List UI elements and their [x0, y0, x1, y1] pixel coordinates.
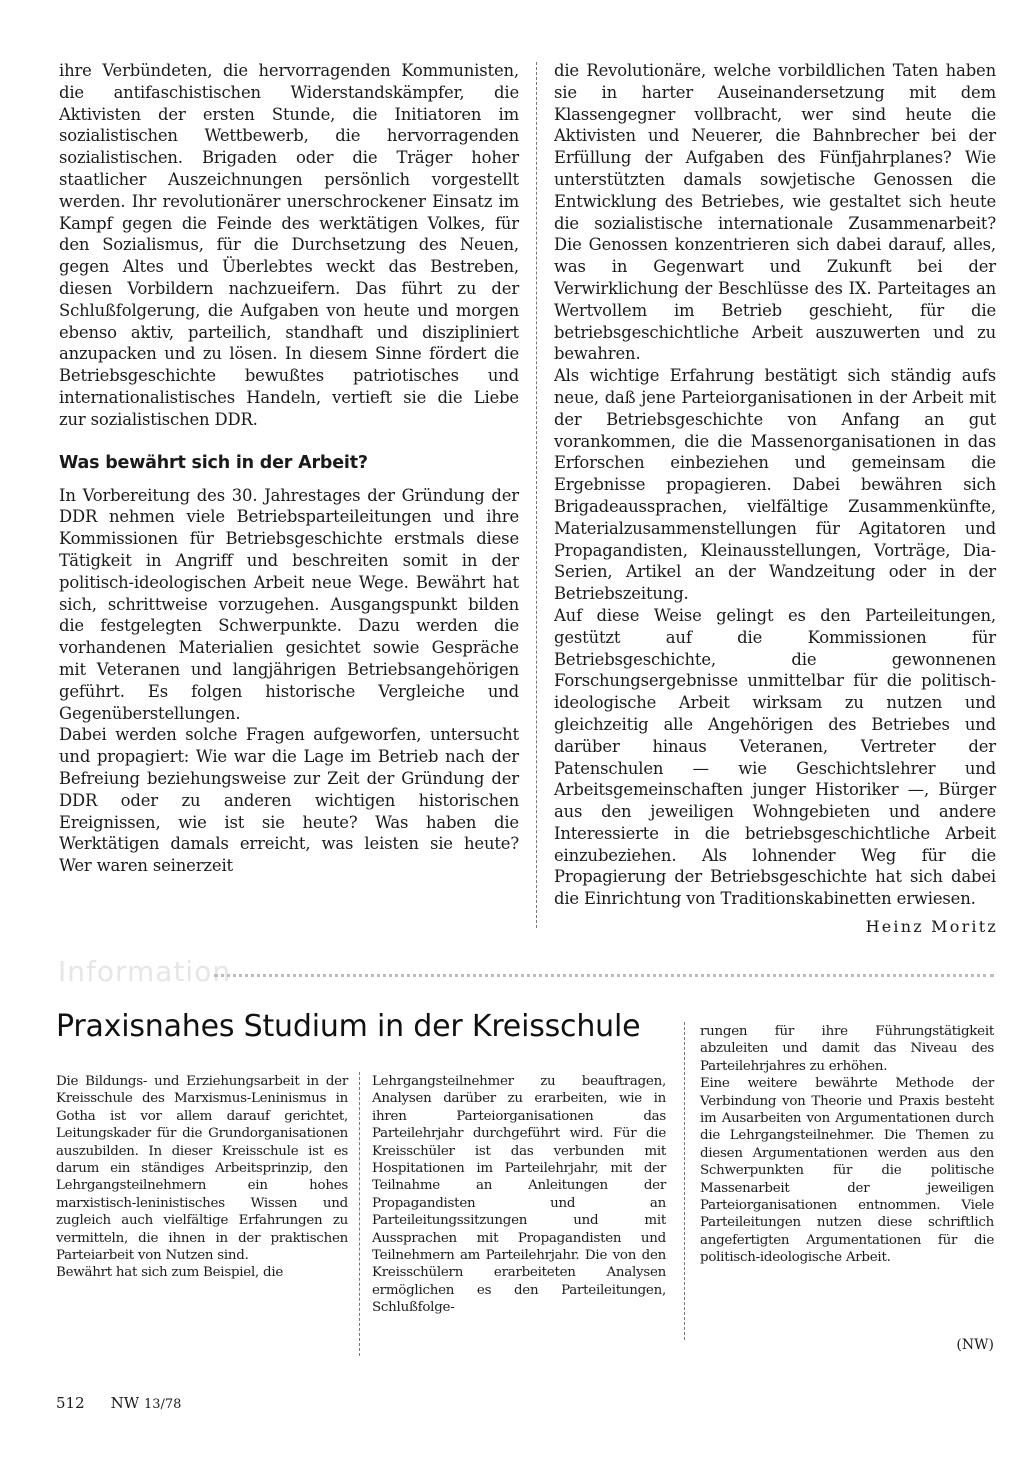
article-signature: (NW): [956, 1337, 994, 1353]
article-headline: Praxisnahes Studium in der Kreisschule: [56, 1009, 641, 1044]
column-divider: [359, 1072, 360, 1356]
column-divider: [684, 1022, 685, 1340]
paragraph: In Vorbereitung des 30. Jahrestages der Gründung der DDR nehmen viele Betriebsparteileitungen und ihre Kommissionen für Betriebsgeschichte erstmals diese Tätigkeit in Angriff und beschreiten somit in der politisch-ideologischen Arbeit neue Wege. Bewährt hat sich, schrittweise vorzugehen. Ausgangspunkt bilden die festgelegten Schwerpunkte. Dazu werden die vorhandenen Materialien gesichtet sowie Gespräche mit Veteranen und langjährigen Betriebsangehörigen geführt. Es folgen historische Vergleiche und Gegenüberstellungen.: [59, 485, 519, 723]
paragraph: Die Bildungs- und Erziehungsarbeit in der Kreisschule des Marxismus-Leninismus in Gotha ist vor allem darauf gerichtet, Leitungskader für die Grundorganisationen auszubilden. In dieser Kreisschule ist es darum ein ständiges Arbeitsprinzip, den Lehrgangsteilnehmern ein hohes marxistisch-leninistisches Wissen und zugleich auch vielfältige Erfahrungen zu vermitteln, die ihnen in der praktischen Parteiarbeit von Nutzen sind.: [56, 1074, 348, 1264]
paragraph: rungen für ihre Führungstätigkeit abzuleiten und damit das Niveau des Parteilehrjahres zu erhöhen.: [700, 1024, 994, 1074]
information-rule: [214, 974, 994, 977]
article-column-left: [59, 60, 519, 877]
page-number: 512: [56, 1394, 85, 1412]
paragraph: die Revolutionäre, welche vorbildlichen Taten haben sie in harter Auseinandersetzung mit dem Klassengegner vollbracht, wer sind heute die Aktivisten und Neuerer, die Bahnbrecher bei der Erfüllung der Aufgaben des Fünfjahrplanes? Wie unterstützten damals sowjetische Genossen die Entwicklung des Betriebes, wie gestaltet sich heute die sozialistische internationale Zusammenarbeit? Die Genossen konzentrieren sich dabei darauf, alles, was in Gegenwart und Zukunft bei der Verwirklichung der Beschlüsse des IX. Parteitages an Wertvollem im Betrieb geschieht, für die betriebsgeschichtliche Arbeit auszuwerten und zu bewahren.: [554, 61, 996, 364]
paragraph: ihre Verbündeten, die hervorragenden Kommunisten, die antifaschistischen Widerstandskämpfer, die Aktivisten der ersten Stunde, die Initiatoren im sozialistischen Wettbewerb, die hervorragenden sozialistischen. Brigaden oder die Träger hoher staatlicher Auszeichnungen persönlich vorgestellt werden. Ihr revolutionärer unerschrockener Einsatz im Kampf gegen die Feinde des werktätigen Volkes, für den Sozialismus, für die Durchsetzung des Neuen, gegen Altes und Überlebtes weckt das Bestreben, diesen Vorbildern nachzueifern. Das führt zu der Schlußfolgerung, die Aufgaben von heute und morgen ebenso aktiv, parteilich, standhaft und diszipliniert anzupacken und zu lösen. In diesem Sinne fördert die Betriebsgeschichte bewußtes patriotisches und internationalistisches Handeln, vertieft sie die Liebe zur sozialistischen DDR.: [59, 61, 519, 429]
article-column-right: [554, 60, 996, 910]
paragraph: Dabei werden solche Fragen aufgeworfen, untersucht und propagiert: Wie war die Lage im Betrieb nach der Befreiung beziehungsweise zur Zeit der Gründung der DDR oder zu anderen wichtigen historischen Ereignissen, wie ist sie heute? Was haben die Werktätigen damals erreicht, was leisten sie heute? Wer waren seinerzeit: [59, 725, 519, 876]
paragraph: Als wichtige Erfahrung bestätigt sich ständig aufs neue, daß jene Parteiorganisationen in der Arbeit mit der Betriebsgeschichte von Anfang an gut vorankommen, die die Massenorganisationen in das Erforschen einbeziehen und gemeinsam die Ergebnisse propagieren. Dabei bewähren sich Brigadeaussprachen, vielfältige Zusammenkünfte, Materialzusammenstellungen für Agitatoren und Propagandisten, Kleinausstellungen, Vorträge, Dia-Serien, Artikel an der Wandzeitung oder in der Betriebszeitung.: [554, 366, 996, 604]
journal-issue: [111, 1394, 182, 1412]
section-heading: Was bewährt sich in der Arbeit?: [59, 452, 368, 473]
information-label: Information: [58, 955, 232, 988]
paragraph: Bewährt hat sich zum Beispiel, die: [56, 1265, 284, 1281]
paragraph: Eine weitere bewährte Methode der Verbindung von Theorie und Praxis besteht im Ausarbeiten von Argumentationen durch die Lehrgangsteilnehmer. Die Themen zu diesen Argumentationen werden aus den Schwerpunkten für die politische Massenarbeit der jeweiligen Parteiorganisationen entnommen. Viele Parteileitungen nutzen diese schriftlich angefertigten Argumentationen für die politisch-ideologische Arbeit.: [700, 1076, 994, 1266]
paragraph: Lehrgangsteilnehmer zu beauftragen, Analysen darüber zu erarbeiten, wie in ihren Parteiorganisationen das Parteilehrjahr durchgeführt wird. Für die Kreisschüler ist das verbunden mit Hospitationen im Parteilehrjahr, mit der Teilnahme an Anleitungen der Propagandisten und an Parteileitungssitzungen und mit Aussprachen mit Propagandisten und Teilnehmern am Parteilehrjahr. Die von den Kreisschülern erarbeiteten Analysen ermöglichen es den Parteileitungen, Schlußfolge-: [372, 1074, 666, 1316]
journal-name: NW: [110, 1394, 140, 1412]
article2-column-1: [56, 1073, 348, 1282]
issue-number: 13/78: [143, 1397, 182, 1412]
article2-column-2: [372, 1073, 666, 1317]
column-divider: [536, 62, 537, 928]
page-footer: [56, 1394, 181, 1412]
article2-column-3: [700, 1023, 994, 1267]
author-signature: Heinz Moritz: [865, 917, 998, 936]
paragraph: Auf diese Weise gelingt es den Parteileitungen, gestützt auf die Kommissionen für Betriebsgeschichte, die gewonnenen Forschungsergebnisse unmittelbar für die politisch-ideologische Arbeit wirksam zu nutzen und gleichzeitig alle Angehörigen des Betriebes und darüber hinaus Veteranen, Vertreter der Patenschulen — wie Geschichtslehrer und Arbeitsgemeinschaften junger Historiker —, Bürger aus den jeweiligen Wohngebieten und andere Interessierte in die betriebsgeschichtliche Arbeit einzubeziehen. Als lohnender Weg für die Propagierung der Betriebsgeschichte hat sich dabei die Einrichtung von Traditionskabinetten erwiesen.: [554, 605, 996, 909]
